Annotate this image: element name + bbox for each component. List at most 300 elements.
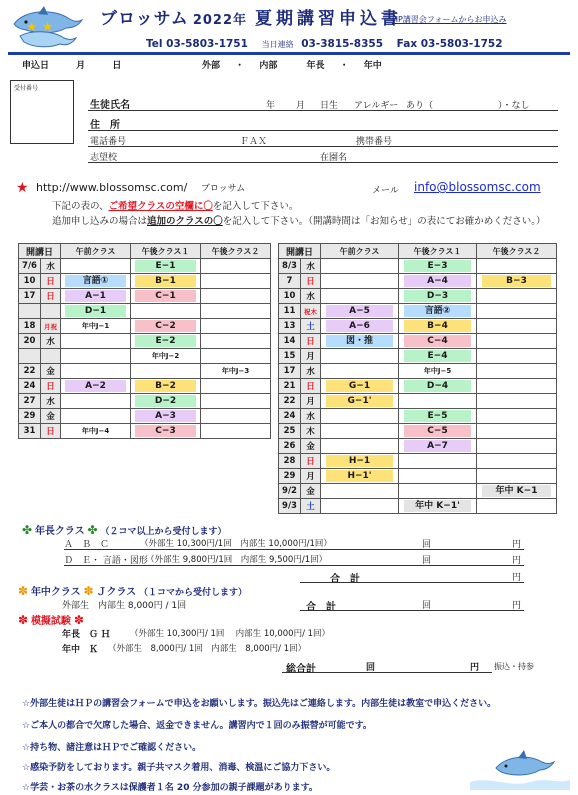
- grand-kai: 回: [366, 663, 376, 673]
- schedule-header-row: [279, 244, 557, 259]
- receipt-number-box[interactable]: [10, 80, 74, 144]
- allergy-label: アレルギー: [354, 101, 399, 111]
- instruction-line-2: [52, 213, 545, 227]
- schedule-row: [279, 454, 557, 469]
- date-cell: 11: [279, 304, 301, 319]
- pm2-class-cell[interactable]: [201, 274, 271, 289]
- date-cell: 29: [279, 469, 301, 484]
- grand-total-label: 総合計: [286, 664, 316, 675]
- class-label: A−6: [326, 320, 394, 332]
- header-pm2: 午後クラス２: [201, 244, 271, 259]
- date-cell: 7/6: [19, 259, 41, 274]
- pm1-class-cell[interactable]: [399, 349, 477, 364]
- birth-month-label: 月: [296, 101, 306, 111]
- am-class-cell[interactable]: [61, 319, 131, 334]
- flower-icon: ✽: [18, 584, 29, 598]
- pm1-class-cell[interactable]: [131, 289, 201, 304]
- pm1-class-cell[interactable]: [399, 319, 477, 334]
- weekday-cell: 水: [41, 334, 61, 349]
- date-cell: 22: [279, 394, 301, 409]
- schedule-row: [19, 424, 271, 439]
- class-label: C−5: [404, 425, 472, 437]
- birth-year-label: 年: [266, 101, 276, 111]
- class-label: A−4: [404, 275, 472, 287]
- class-label: 年中J−2: [151, 352, 180, 360]
- date-cell: 20: [19, 334, 41, 349]
- junior-subtotal-label: 合 計: [306, 602, 336, 613]
- allergy-none-option[interactable]: ）・なし: [498, 101, 530, 111]
- am-class-cell[interactable]: [321, 439, 399, 454]
- class-label: 図・推: [326, 335, 394, 347]
- k-label: 年中 Ｋ: [62, 645, 99, 655]
- weekday-cell: 水: [301, 289, 321, 304]
- pm2-class-cell[interactable]: [477, 274, 557, 289]
- abc-label: Ａ Ｂ Ｃ: [64, 540, 110, 550]
- schedule-table-july: [18, 243, 271, 439]
- class-label: B−1: [135, 275, 196, 287]
- class-label: 言語②: [404, 305, 472, 317]
- am-class-cell[interactable]: [61, 424, 131, 439]
- mock-exam-title: 模擬試験: [30, 616, 71, 627]
- schedule-row: [19, 364, 271, 379]
- transfer-label: 振込・持参: [494, 662, 534, 671]
- star-icon: ★ ★: [26, 20, 54, 35]
- date-cell: 27: [19, 394, 41, 409]
- weekday-cell: 日: [41, 274, 61, 289]
- fax-label: ＦＡＸ: [240, 137, 268, 147]
- schedule-row: [279, 289, 557, 304]
- def-kai: 回: [422, 556, 432, 566]
- pm1-class-cell[interactable]: [399, 424, 477, 439]
- pm1-class-cell[interactable]: [131, 364, 201, 379]
- weekday-cell: 月: [301, 469, 321, 484]
- website-url[interactable]: [36, 181, 245, 194]
- def-line[interactable]: [64, 565, 524, 566]
- pm1-class-cell[interactable]: [131, 304, 201, 319]
- date-cell: 18: [19, 319, 41, 334]
- class-label: 言語①: [65, 275, 126, 287]
- weekday-cell: [41, 349, 61, 364]
- k-price: （外部生 8,000円/ 1回 内部生 8,000円/ 1回）: [108, 644, 307, 654]
- class-label: E−5: [404, 410, 472, 422]
- abc-yen: 円: [512, 540, 522, 550]
- date-cell: 13: [279, 319, 301, 334]
- pm1-class-cell[interactable]: [131, 379, 201, 394]
- schedule-row: [279, 469, 557, 484]
- pm1-class-cell[interactable]: [399, 334, 477, 349]
- am-class-cell[interactable]: [321, 469, 399, 484]
- date-cell: 28: [279, 454, 301, 469]
- am-class-cell[interactable]: [61, 379, 131, 394]
- address-label: 住 所: [90, 120, 120, 131]
- junior-class-title: 年中クラス: [30, 587, 81, 598]
- schedule-row: [279, 274, 557, 289]
- apply-day-label: 日: [112, 61, 122, 71]
- schedule-row: [19, 334, 271, 349]
- date-cell: 17: [19, 289, 41, 304]
- date-cell: 29: [19, 409, 41, 424]
- weekday-cell: 土: [301, 319, 321, 334]
- weekday-cell: 日: [301, 274, 321, 289]
- pm2-class-cell[interactable]: [201, 364, 271, 379]
- email-label: メール: [372, 186, 399, 196]
- pm1-class-cell[interactable]: [399, 289, 477, 304]
- pm2-class-cell[interactable]: [201, 334, 271, 349]
- class-label: H−1': [326, 470, 394, 482]
- allergy-yes-option[interactable]: あり（: [406, 101, 434, 111]
- schedule-row: [279, 364, 557, 379]
- note-line: ☆ご本人の都合で欠席した場合、返金できません。講習内で１回のみ振替が可能です。: [22, 721, 372, 731]
- note-line: ☆感染予防をしております。親子共マスク着用、消毒、検温にご協力下さい。: [22, 763, 336, 773]
- pm1-class-cell[interactable]: [131, 259, 201, 274]
- pm2-class-cell[interactable]: [477, 499, 557, 514]
- flower-icon: ✽: [18, 613, 29, 627]
- gh-price: （外部生 10,300円/ 1回 内部生 10,000円/ 1回）: [130, 629, 331, 639]
- am-class-cell[interactable]: [321, 454, 399, 469]
- date-cell: 17: [279, 364, 301, 379]
- am-class-cell[interactable]: [61, 364, 131, 379]
- pm2-class-cell[interactable]: [477, 454, 557, 469]
- schedule-row: [19, 379, 271, 394]
- header-pm1: 午後クラス１: [399, 244, 477, 259]
- instruction-1-c: を記入して下さい。: [212, 201, 299, 212]
- schedule-row: [279, 439, 557, 454]
- tel-number: Tel 03-5803-1751: [146, 38, 248, 50]
- class-label: D−3: [404, 290, 472, 302]
- pm2-class-cell[interactable]: [477, 334, 557, 349]
- pm2-class-cell[interactable]: [201, 349, 271, 364]
- weekday-cell: 日: [301, 334, 321, 349]
- fax-number: Fax 03-5803-1752: [396, 38, 503, 50]
- pm2-class-cell[interactable]: [201, 394, 271, 409]
- contact-row: [146, 38, 513, 50]
- pm1-class-cell[interactable]: [131, 319, 201, 334]
- pm1-class-cell[interactable]: [399, 364, 477, 379]
- header-am: 午前クラス: [61, 244, 131, 259]
- apply-date-label: 申込日: [22, 61, 50, 71]
- schedule-row: [279, 409, 557, 424]
- senior-class-heading: [22, 522, 226, 537]
- pm2-class-cell[interactable]: [477, 469, 557, 484]
- weekday-cell: 金: [41, 364, 61, 379]
- grand-total-line[interactable]: [282, 672, 492, 673]
- header-date: 開講日: [279, 244, 321, 259]
- instruction-1-highlight: ご希望クラスの空欄に〇: [108, 201, 213, 212]
- class-label: A−5: [326, 305, 394, 317]
- class-label: E−1: [135, 260, 196, 272]
- grade-senior-option[interactable]: 年長: [306, 61, 325, 71]
- pm2-class-cell[interactable]: [201, 424, 271, 439]
- dot-separator: ・: [235, 61, 245, 71]
- class-label: A−3: [135, 410, 196, 422]
- pm2-class-cell[interactable]: [477, 394, 557, 409]
- weekday-cell: 水: [301, 259, 321, 274]
- class-label: 年中 K−1: [482, 485, 552, 497]
- dot-separator: ・: [339, 61, 349, 71]
- pm2-class-cell[interactable]: [201, 379, 271, 394]
- date-cell: 21: [279, 379, 301, 394]
- email-link[interactable]: info@blossomsc.com: [414, 180, 541, 194]
- date-cell: 14: [279, 334, 301, 349]
- schedule-row: [19, 394, 271, 409]
- pm1-class-cell[interactable]: [131, 334, 201, 349]
- clover-icon: ✤: [87, 523, 98, 537]
- am-class-cell[interactable]: [321, 364, 399, 379]
- kindergarten-label: 在園名: [320, 153, 348, 163]
- pm2-class-cell[interactable]: [477, 259, 557, 274]
- def-yen: 円: [512, 556, 522, 566]
- instruction-2-c: を記入して下さい。（開講時間は「お知らせ」の表にてお確かめください。）: [222, 216, 546, 227]
- date-cell: [19, 349, 41, 364]
- pm1-class-cell[interactable]: [399, 469, 477, 484]
- schedule-row: [19, 349, 271, 364]
- weekday-cell: 水: [41, 394, 61, 409]
- senior-class-note: （２コマ以上から受付します）: [100, 527, 227, 537]
- am-class-cell[interactable]: [321, 484, 399, 499]
- am-class-cell[interactable]: [321, 409, 399, 424]
- class-label: 年中J−4: [81, 427, 110, 435]
- phone-label: 電話番号: [90, 137, 127, 147]
- class-label: D−4: [404, 380, 472, 392]
- weekday-cell: 月: [301, 394, 321, 409]
- mobile-label: 携帯番号: [356, 137, 393, 147]
- j-class-title: Ｊクラス: [96, 587, 137, 598]
- am-class-cell[interactable]: [61, 259, 131, 274]
- same-day-label: 当日連絡: [261, 40, 294, 49]
- class-label: B−3: [482, 275, 552, 287]
- pm2-class-cell[interactable]: [477, 289, 557, 304]
- class-label: 年中 K−1': [404, 500, 472, 512]
- date-cell: 10: [279, 289, 301, 304]
- am-class-cell[interactable]: [61, 274, 131, 289]
- am-class-cell[interactable]: [321, 424, 399, 439]
- dolphin-icon: [470, 746, 570, 790]
- star-icon: ★: [16, 180, 29, 196]
- internal-option[interactable]: 内部: [259, 61, 278, 71]
- phone-field[interactable]: [88, 146, 558, 147]
- pm2-class-cell[interactable]: [477, 439, 557, 454]
- weekday-cell: 金: [301, 484, 321, 499]
- pm1-class-cell[interactable]: [399, 409, 477, 424]
- pm2-class-cell[interactable]: [477, 319, 557, 334]
- class-label: G−1: [326, 380, 394, 392]
- instruction-1-a: 下記の表の、: [52, 201, 109, 212]
- student-type-row: [202, 58, 394, 71]
- pm1-class-cell[interactable]: [399, 394, 477, 409]
- am-class-cell[interactable]: [321, 289, 399, 304]
- header-divider: [8, 52, 570, 55]
- am-class-cell[interactable]: [321, 379, 399, 394]
- pm1-class-cell[interactable]: [131, 394, 201, 409]
- page-title: [100, 4, 402, 29]
- senior-subtotal-yen: 円: [512, 573, 522, 583]
- weekday-cell: 水: [301, 364, 321, 379]
- schedule-row: [279, 484, 557, 499]
- j-class-price: 外部生 内部生 8,000円 / 1回: [62, 601, 187, 611]
- am-class-cell[interactable]: [321, 304, 399, 319]
- pm2-class-cell[interactable]: [201, 304, 271, 319]
- class-label: 年中J−1: [81, 322, 110, 330]
- title-year: 2022年: [192, 13, 247, 28]
- receipt-number-label: 受付番号: [14, 85, 39, 92]
- weekday-cell: 土: [301, 499, 321, 514]
- pm1-class-cell[interactable]: [131, 424, 201, 439]
- external-option[interactable]: 外部: [202, 61, 221, 71]
- am-class-cell[interactable]: [321, 334, 399, 349]
- am-class-cell[interactable]: [61, 289, 131, 304]
- class-label: D−1: [65, 305, 126, 317]
- student-name-label: 生徒氏名: [90, 100, 130, 111]
- date-cell: 9/2: [279, 484, 301, 499]
- date-cell: 22: [19, 364, 41, 379]
- grade-junior-option[interactable]: 年中: [363, 61, 382, 71]
- class-label: A−2: [65, 380, 126, 392]
- weekday-cell: 日: [41, 424, 61, 439]
- pm2-class-cell[interactable]: [201, 319, 271, 334]
- class-label: B−4: [404, 320, 472, 332]
- def-price: （外部生 9,800円/1回 内部生 9,500円/1回）: [146, 555, 328, 565]
- header-pm1: 午後クラス１: [131, 244, 201, 259]
- weekday-cell: [41, 304, 61, 319]
- class-label: C−4: [404, 335, 472, 347]
- schedule-row: [19, 274, 271, 289]
- pm1-class-cell[interactable]: [399, 484, 477, 499]
- date-cell: 24: [19, 379, 41, 394]
- weekday-cell: 金: [41, 409, 61, 424]
- website-url-text[interactable]: http://www.blossomsc.com/: [36, 181, 188, 194]
- class-label: A−1: [65, 290, 126, 302]
- date-cell: 9/3: [279, 499, 301, 514]
- clover-icon: ✤: [22, 523, 33, 537]
- am-class-cell[interactable]: [321, 394, 399, 409]
- birth-day-label: 日生: [320, 101, 339, 111]
- junior-subtotal-line[interactable]: [300, 610, 524, 611]
- pm2-class-cell[interactable]: [477, 379, 557, 394]
- junior-yen: 円: [512, 601, 522, 611]
- schedule-row: [19, 409, 271, 424]
- same-day-tel: 03-3815-8355: [301, 38, 384, 50]
- header-am: 午前クラス: [321, 244, 399, 259]
- abc-kai: 回: [422, 540, 432, 550]
- am-class-cell[interactable]: [321, 499, 399, 514]
- grand-yen: 円: [470, 663, 480, 673]
- schedule-row: [279, 394, 557, 409]
- pm1-class-cell[interactable]: [131, 349, 201, 364]
- date-cell: 15: [279, 349, 301, 364]
- def-label: Ｄ Ｅ・ 言語・図形: [64, 556, 148, 566]
- pm2-class-cell[interactable]: [477, 409, 557, 424]
- abc-price: （外部生 10,300円/1回 内部生 10,000円/1回）: [140, 539, 332, 549]
- note-line: ☆外部生徒はＨＰの講習会フォームで申込をお願いします。振込先はご連絡します。内部生徒は教室で申込ください。: [22, 699, 497, 709]
- pm1-class-cell[interactable]: [131, 274, 201, 289]
- pm1-class-cell[interactable]: [399, 259, 477, 274]
- schedule-row: [279, 319, 557, 334]
- weekday-cell: 日: [301, 454, 321, 469]
- date-cell: 31: [19, 424, 41, 439]
- pm1-class-cell[interactable]: [399, 304, 477, 319]
- date-cell: 10: [19, 274, 41, 289]
- class-label: B−2: [135, 380, 196, 392]
- instruction-line-1: [52, 198, 298, 212]
- junior-class-heading: [18, 583, 247, 598]
- pm2-class-cell[interactable]: [477, 364, 557, 379]
- am-class-cell[interactable]: [61, 409, 131, 424]
- am-class-cell[interactable]: [321, 349, 399, 364]
- weekday-cell: 月: [301, 349, 321, 364]
- am-class-cell[interactable]: [321, 319, 399, 334]
- pm2-class-cell[interactable]: [477, 424, 557, 439]
- class-label: E−3: [404, 260, 472, 272]
- pm2-class-cell[interactable]: [477, 484, 557, 499]
- address-field[interactable]: [88, 130, 558, 131]
- class-label: E−2: [135, 335, 196, 347]
- senior-class-title: 年長クラス: [34, 526, 85, 537]
- class-label: 年中J−3: [221, 367, 250, 375]
- student-name-field[interactable]: [88, 110, 558, 111]
- gh-label: 年長 Ｇ Ｈ: [62, 630, 111, 640]
- pm2-class-cell[interactable]: [201, 409, 271, 424]
- pm1-class-cell[interactable]: [399, 454, 477, 469]
- pm2-class-cell[interactable]: [201, 289, 271, 304]
- title-text: 夏期講習申込書: [255, 9, 402, 29]
- date-cell: 26: [279, 439, 301, 454]
- weekday-cell: 日: [41, 289, 61, 304]
- weekday-cell: 日: [301, 379, 321, 394]
- senior-subtotal-line[interactable]: [300, 582, 524, 583]
- pm2-class-cell[interactable]: [201, 259, 271, 274]
- header-pm2: 午後クラス２: [477, 244, 557, 259]
- instruction-2-highlight: 追加のクラスの〇: [147, 216, 223, 227]
- abc-line[interactable]: [64, 549, 524, 550]
- pm1-class-cell[interactable]: [399, 499, 477, 514]
- date-cell: 8/3: [279, 259, 301, 274]
- schedule-row: [279, 424, 557, 439]
- weekday-cell: 木: [301, 424, 321, 439]
- class-label: E−4: [404, 350, 472, 362]
- weekday-cell: 水: [41, 259, 61, 274]
- pm2-class-cell[interactable]: [477, 349, 557, 364]
- brand-name: ブロッサム: [100, 9, 189, 29]
- schedule-row: [19, 304, 271, 319]
- am-class-cell[interactable]: [61, 349, 131, 364]
- j-class-note: （１コマから受付します）: [139, 588, 248, 598]
- weekday-cell: 水: [301, 409, 321, 424]
- hp-form-link[interactable]: HP講習会フォームからお申込み: [392, 15, 507, 24]
- school-field[interactable]: [88, 162, 558, 163]
- pm1-class-cell[interactable]: [399, 379, 477, 394]
- am-class-cell[interactable]: [61, 394, 131, 409]
- website-brand: ブロッサム: [200, 184, 246, 194]
- class-label: C−3: [135, 425, 196, 437]
- class-label: C−2: [135, 320, 196, 332]
- pm1-class-cell[interactable]: [131, 409, 201, 424]
- am-class-cell[interactable]: [61, 304, 131, 319]
- class-label: 年中J−5: [423, 367, 452, 375]
- class-label: G−1': [326, 395, 394, 407]
- class-label: D−2: [135, 395, 196, 407]
- pm1-class-cell[interactable]: [399, 274, 477, 289]
- schedule-row: [279, 499, 557, 514]
- weekday-cell: 日: [41, 379, 61, 394]
- pm1-class-cell[interactable]: [399, 439, 477, 454]
- am-class-cell[interactable]: [321, 259, 399, 274]
- am-class-cell[interactable]: [61, 334, 131, 349]
- apply-date-row: [22, 58, 145, 71]
- am-class-cell[interactable]: [321, 274, 399, 289]
- weekday-cell: 祝木: [301, 304, 321, 319]
- pm2-class-cell[interactable]: [477, 304, 557, 319]
- junior-kai: 回: [422, 601, 432, 611]
